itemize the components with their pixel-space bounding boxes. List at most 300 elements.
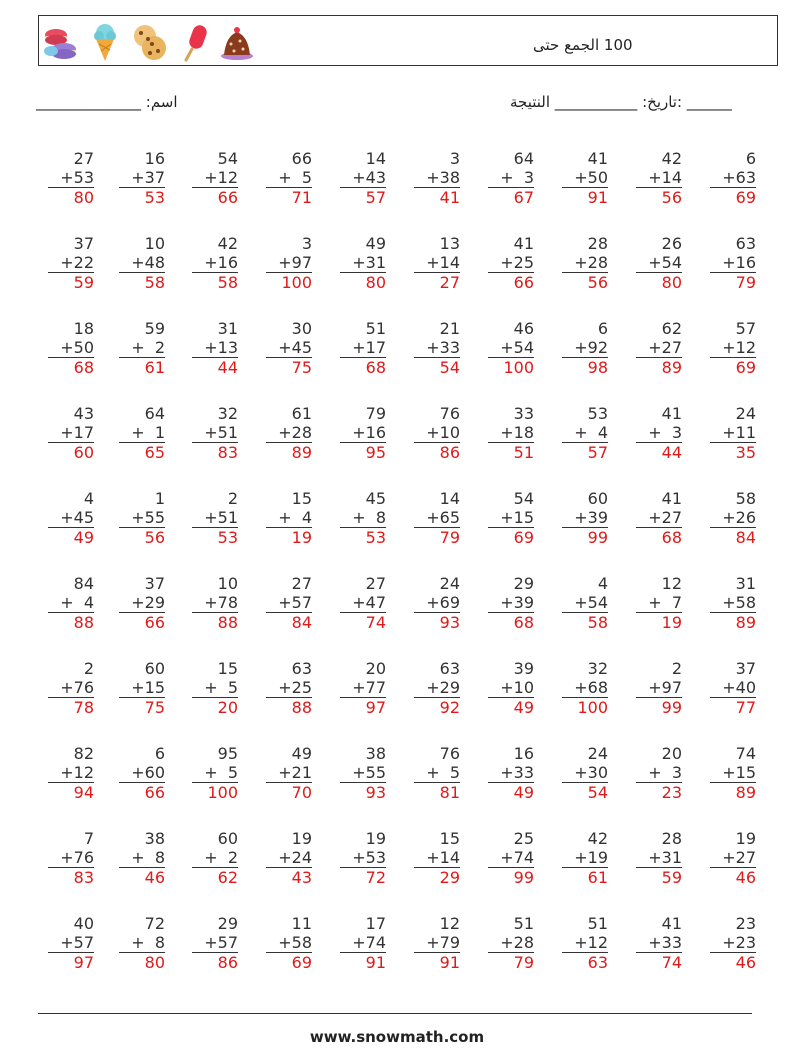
answer: 69 (291, 953, 312, 972)
addend-top: 12 (661, 574, 682, 593)
macarons-icon (42, 22, 80, 62)
addend-bottom: +54 (500, 338, 534, 357)
addend-top: 41 (661, 489, 682, 508)
addition-problem (326, 489, 386, 547)
addend-bottom: +14 (426, 253, 460, 272)
addend-top: 13 (439, 234, 460, 253)
addition-problem (696, 659, 756, 717)
addend-top: 28 (661, 829, 682, 848)
answer: 93 (365, 783, 386, 802)
addend-bottom: +25 (500, 253, 534, 272)
answer: 20 (217, 698, 238, 717)
addend-top: 19 (735, 829, 756, 848)
answer: 93 (439, 613, 460, 632)
addend-bottom: +51 (204, 508, 238, 527)
addition-problem (474, 744, 534, 802)
addend-bottom: +21 (278, 763, 312, 782)
header-box (38, 15, 778, 66)
addend-bottom: +29 (131, 593, 165, 612)
answer: 79 (439, 528, 460, 547)
answer: 83 (217, 443, 238, 462)
addition-problem (252, 744, 312, 802)
addend-top: 63 (291, 659, 312, 678)
addend-top: 6 (745, 149, 756, 168)
answer: 75 (144, 698, 165, 717)
addend-top: 18 (73, 319, 94, 338)
addend-top: 64 (513, 149, 534, 168)
addend-top: 3 (449, 149, 460, 168)
answer: 80 (661, 273, 682, 292)
addition-problem (34, 149, 94, 207)
addend-bottom: +74 (500, 848, 534, 867)
answer: 84 (291, 613, 312, 632)
addend-top: 2 (671, 659, 682, 678)
answer: 91 (587, 188, 608, 207)
addend-bottom: +97 (278, 253, 312, 272)
addend-bottom: +12 (204, 168, 238, 187)
addend-top: 29 (217, 914, 238, 933)
addition-problem (326, 744, 386, 802)
addend-bottom: +13 (204, 338, 238, 357)
addition-problem (252, 914, 312, 972)
addend-bottom: +15 (131, 678, 165, 697)
addend-bottom: + 5 (204, 763, 238, 782)
addition-problem (252, 829, 312, 887)
answer: 41 (439, 188, 460, 207)
answer: 49 (513, 698, 534, 717)
addend-top: 3 (301, 234, 312, 253)
addend-top: 82 (73, 744, 94, 763)
addend-bottom: +11 (722, 423, 756, 442)
addend-bottom: +27 (648, 338, 682, 357)
addend-bottom: +12 (60, 763, 94, 782)
ice-cream-cone-icon (86, 22, 124, 62)
addition-problem (696, 744, 756, 802)
addend-bottom: +16 (204, 253, 238, 272)
addend-top: 29 (513, 574, 534, 593)
answer: 88 (73, 613, 94, 632)
answer: 66 (513, 273, 534, 292)
addend-bottom: + 5 (204, 678, 238, 697)
answer: 68 (661, 528, 682, 547)
addition-problem (622, 744, 682, 802)
addend-bottom: +23 (722, 933, 756, 952)
worksheet-title: 100 الجمع حتى (533, 36, 633, 54)
addition-problem (105, 744, 165, 802)
addition-problem (252, 149, 312, 207)
answer: 56 (661, 188, 682, 207)
addend-top: 49 (291, 744, 312, 763)
addend-bottom: +45 (60, 508, 94, 527)
addend-top: 57 (735, 319, 756, 338)
answer: 51 (513, 443, 534, 462)
addend-bottom: + 3 (500, 168, 534, 187)
answer: 68 (365, 358, 386, 377)
addend-top: 6 (154, 744, 165, 763)
addition-problem (178, 489, 238, 547)
footer-website: www.snowmath.com (309, 1028, 485, 1046)
addition-problem (105, 319, 165, 377)
addend-top: 42 (661, 149, 682, 168)
addend-bottom: +25 (278, 678, 312, 697)
addition-problem (548, 404, 608, 462)
addition-problem (622, 319, 682, 377)
addend-bottom: +55 (352, 763, 386, 782)
addend-bottom: +33 (500, 763, 534, 782)
addend-bottom: +12 (574, 933, 608, 952)
addend-top: 37 (144, 574, 165, 593)
addend-top: 62 (661, 319, 682, 338)
addend-top: 61 (291, 404, 312, 423)
addend-top: 66 (291, 149, 312, 168)
addend-bottom: +97 (648, 678, 682, 697)
addend-bottom: +29 (426, 678, 460, 697)
addend-top: 15 (217, 659, 238, 678)
addition-problem (474, 659, 534, 717)
addend-top: 11 (291, 914, 312, 933)
answer: 89 (735, 613, 756, 632)
addition-problem (178, 829, 238, 887)
addend-top: 60 (217, 829, 238, 848)
addition-problem (474, 489, 534, 547)
addition-problem (400, 659, 460, 717)
popsicle-icon (174, 22, 212, 62)
answer: 58 (587, 613, 608, 632)
answer: 67 (513, 188, 534, 207)
addend-top: 10 (144, 234, 165, 253)
answer: 97 (365, 698, 386, 717)
addition-problem (622, 829, 682, 887)
addend-top: 45 (365, 489, 386, 508)
addend-bottom: + 5 (278, 168, 312, 187)
addend-bottom: + 1 (131, 423, 165, 442)
addition-problem (474, 319, 534, 377)
addend-top: 26 (661, 234, 682, 253)
addend-top: 63 (735, 234, 756, 253)
addend-top: 42 (217, 234, 238, 253)
addition-problem (548, 829, 608, 887)
answer: 49 (513, 783, 534, 802)
addition-problem (252, 659, 312, 717)
answer: 44 (661, 443, 682, 462)
addend-bottom: +50 (60, 338, 94, 357)
addend-top: 27 (365, 574, 386, 593)
addition-problem (696, 149, 756, 207)
addend-bottom: +17 (352, 338, 386, 357)
addend-bottom: +15 (722, 763, 756, 782)
addend-bottom: +31 (352, 253, 386, 272)
addend-bottom: +28 (278, 423, 312, 442)
addend-bottom: +60 (131, 763, 165, 782)
addend-bottom: +57 (204, 933, 238, 952)
addition-problem (622, 234, 682, 292)
addend-top: 12 (439, 914, 460, 933)
addition-problem (105, 149, 165, 207)
addition-problem (622, 914, 682, 972)
addition-problem (474, 149, 534, 207)
answer: 77 (735, 698, 756, 717)
addition-problem (548, 574, 608, 632)
addend-bottom: +27 (648, 508, 682, 527)
answer: 71 (291, 188, 312, 207)
addition-problem (548, 914, 608, 972)
answer: 83 (73, 868, 94, 887)
addend-bottom: +22 (60, 253, 94, 272)
addend-bottom: +69 (426, 593, 460, 612)
answer: 60 (73, 443, 94, 462)
addend-bottom: +17 (60, 423, 94, 442)
addition-problem (34, 829, 94, 887)
addition-problem (326, 574, 386, 632)
addend-top: 17 (365, 914, 386, 933)
addition-problem (252, 234, 312, 292)
addition-problem (400, 829, 460, 887)
answer: 56 (144, 528, 165, 547)
addend-bottom: +39 (574, 508, 608, 527)
answer: 68 (513, 613, 534, 632)
answer: 100 (577, 698, 608, 717)
addend-top: 79 (365, 404, 386, 423)
addend-top: 30 (291, 319, 312, 338)
addend-bottom: +48 (131, 253, 165, 272)
addend-top: 59 (144, 319, 165, 338)
answer: 35 (735, 443, 756, 462)
addition-problem (548, 149, 608, 207)
addition-problem (105, 659, 165, 717)
addend-top: 51 (513, 914, 534, 933)
addend-top: 15 (291, 489, 312, 508)
addition-problem (400, 234, 460, 292)
answer: 54 (587, 783, 608, 802)
addend-top: 72 (144, 914, 165, 933)
addend-top: 41 (661, 914, 682, 933)
addend-bottom: + 7 (648, 593, 682, 612)
addend-top: 19 (291, 829, 312, 848)
addend-bottom: +16 (352, 423, 386, 442)
answer: 49 (73, 528, 94, 547)
answer: 29 (439, 868, 460, 887)
addend-top: 24 (439, 574, 460, 593)
addend-top: 54 (513, 489, 534, 508)
addition-problem (178, 744, 238, 802)
answer: 46 (735, 868, 756, 887)
addend-bottom: + 3 (648, 423, 682, 442)
addend-top: 1 (154, 489, 165, 508)
addend-bottom: +57 (278, 593, 312, 612)
answer: 89 (291, 443, 312, 462)
addition-problem (105, 914, 165, 972)
addend-bottom: + 4 (60, 593, 94, 612)
addend-bottom: +58 (278, 933, 312, 952)
answer: 58 (144, 273, 165, 292)
addition-problem (178, 319, 238, 377)
answer: 84 (735, 528, 756, 547)
addition-problem (326, 149, 386, 207)
addend-bottom: +58 (722, 593, 756, 612)
addend-bottom: +74 (352, 933, 386, 952)
addend-bottom: +54 (574, 593, 608, 612)
addend-top: 60 (587, 489, 608, 508)
answer: 91 (439, 953, 460, 972)
addend-top: 10 (217, 574, 238, 593)
addition-problem (696, 404, 756, 462)
addition-problem (474, 234, 534, 292)
addend-top: 20 (661, 744, 682, 763)
addend-top: 51 (587, 914, 608, 933)
addend-bottom: +10 (500, 678, 534, 697)
addend-top: 14 (365, 149, 386, 168)
addend-top: 24 (587, 744, 608, 763)
answer: 53 (217, 528, 238, 547)
addend-top: 27 (291, 574, 312, 593)
addend-bottom: +53 (60, 168, 94, 187)
addition-problem (34, 659, 94, 717)
addition-problem (400, 149, 460, 207)
addition-problem (105, 234, 165, 292)
addition-problem (105, 829, 165, 887)
addition-problem (105, 404, 165, 462)
addend-top: 74 (735, 744, 756, 763)
addition-problem (178, 234, 238, 292)
answer: 57 (365, 188, 386, 207)
addition-problem (34, 914, 94, 972)
answer: 69 (735, 188, 756, 207)
addend-bottom: +14 (648, 168, 682, 187)
addend-bottom: + 4 (278, 508, 312, 527)
addend-bottom: + 2 (131, 338, 165, 357)
addend-top: 27 (73, 149, 94, 168)
addition-problem (548, 744, 608, 802)
addition-problem (252, 489, 312, 547)
addition-problem (252, 319, 312, 377)
addition-problem (326, 234, 386, 292)
addend-bottom: +33 (648, 933, 682, 952)
addend-bottom: +65 (426, 508, 460, 527)
answer: 99 (661, 698, 682, 717)
addition-problem (34, 574, 94, 632)
answer: 65 (144, 443, 165, 462)
addend-top: 6 (597, 319, 608, 338)
addition-problem (178, 914, 238, 972)
addition-problem (400, 914, 460, 972)
addend-top: 4 (597, 574, 608, 593)
addend-top: 32 (587, 659, 608, 678)
addend-bottom: +43 (352, 168, 386, 187)
addition-problem (178, 659, 238, 717)
addend-top: 37 (73, 234, 94, 253)
addition-problem (34, 404, 94, 462)
addend-bottom: +28 (500, 933, 534, 952)
addend-bottom: +55 (131, 508, 165, 527)
answer: 74 (365, 613, 386, 632)
addend-bottom: + 4 (574, 423, 608, 442)
addend-bottom: +30 (574, 763, 608, 782)
answer: 61 (587, 868, 608, 887)
addend-top: 4 (83, 489, 94, 508)
answer: 53 (365, 528, 386, 547)
addend-bottom: + 8 (352, 508, 386, 527)
addend-bottom: +18 (500, 423, 534, 442)
answer: 98 (587, 358, 608, 377)
addend-top: 53 (587, 404, 608, 423)
addend-bottom: +79 (426, 933, 460, 952)
answer: 66 (217, 188, 238, 207)
addend-top: 7 (83, 829, 94, 848)
addend-bottom: +63 (722, 168, 756, 187)
addend-bottom: +27 (722, 848, 756, 867)
addition-problem (548, 659, 608, 717)
answer: 78 (73, 698, 94, 717)
addition-problem (696, 489, 756, 547)
addition-problem (696, 574, 756, 632)
addition-problem (326, 319, 386, 377)
addend-top: 32 (217, 404, 238, 423)
addend-bottom: + 8 (131, 848, 165, 867)
addend-top: 41 (661, 404, 682, 423)
addend-bottom: + 2 (204, 848, 238, 867)
addend-bottom: +92 (574, 338, 608, 357)
answer: 100 (503, 358, 534, 377)
answer: 89 (735, 783, 756, 802)
answer: 79 (513, 953, 534, 972)
answer: 69 (513, 528, 534, 547)
answer: 58 (217, 273, 238, 292)
addend-bottom: +77 (352, 678, 386, 697)
addition-problem (34, 489, 94, 547)
addend-top: 38 (144, 829, 165, 848)
addition-problem (252, 574, 312, 632)
addend-top: 37 (735, 659, 756, 678)
addend-top: 2 (227, 489, 238, 508)
addend-top: 63 (439, 659, 460, 678)
answer: 79 (735, 273, 756, 292)
addend-bottom: +16 (722, 253, 756, 272)
answer: 62 (217, 868, 238, 887)
addition-problem (34, 319, 94, 377)
addition-problem (474, 574, 534, 632)
addend-top: 54 (217, 149, 238, 168)
addend-bottom: +40 (722, 678, 756, 697)
addition-problem (622, 149, 682, 207)
addition-problem (622, 404, 682, 462)
addition-problem (548, 319, 608, 377)
addition-problem (548, 234, 608, 292)
addend-bottom: +53 (352, 848, 386, 867)
addition-problem (326, 659, 386, 717)
answer: 46 (735, 953, 756, 972)
addend-bottom: +37 (131, 168, 165, 187)
answer: 46 (144, 868, 165, 887)
addition-problem (548, 489, 608, 547)
addend-top: 84 (73, 574, 94, 593)
answer: 89 (661, 358, 682, 377)
answer: 100 (281, 273, 312, 292)
answer: 63 (587, 953, 608, 972)
addend-top: 76 (439, 744, 460, 763)
answer: 80 (144, 953, 165, 972)
addend-bottom: +15 (500, 508, 534, 527)
answer: 95 (365, 443, 386, 462)
answer: 88 (291, 698, 312, 717)
addition-problem (400, 744, 460, 802)
addend-top: 33 (513, 404, 534, 423)
answer: 54 (439, 358, 460, 377)
answer: 27 (439, 273, 460, 292)
addition-problem (474, 404, 534, 462)
addend-bottom: +19 (574, 848, 608, 867)
addend-bottom: +26 (722, 508, 756, 527)
addend-top: 46 (513, 319, 534, 338)
